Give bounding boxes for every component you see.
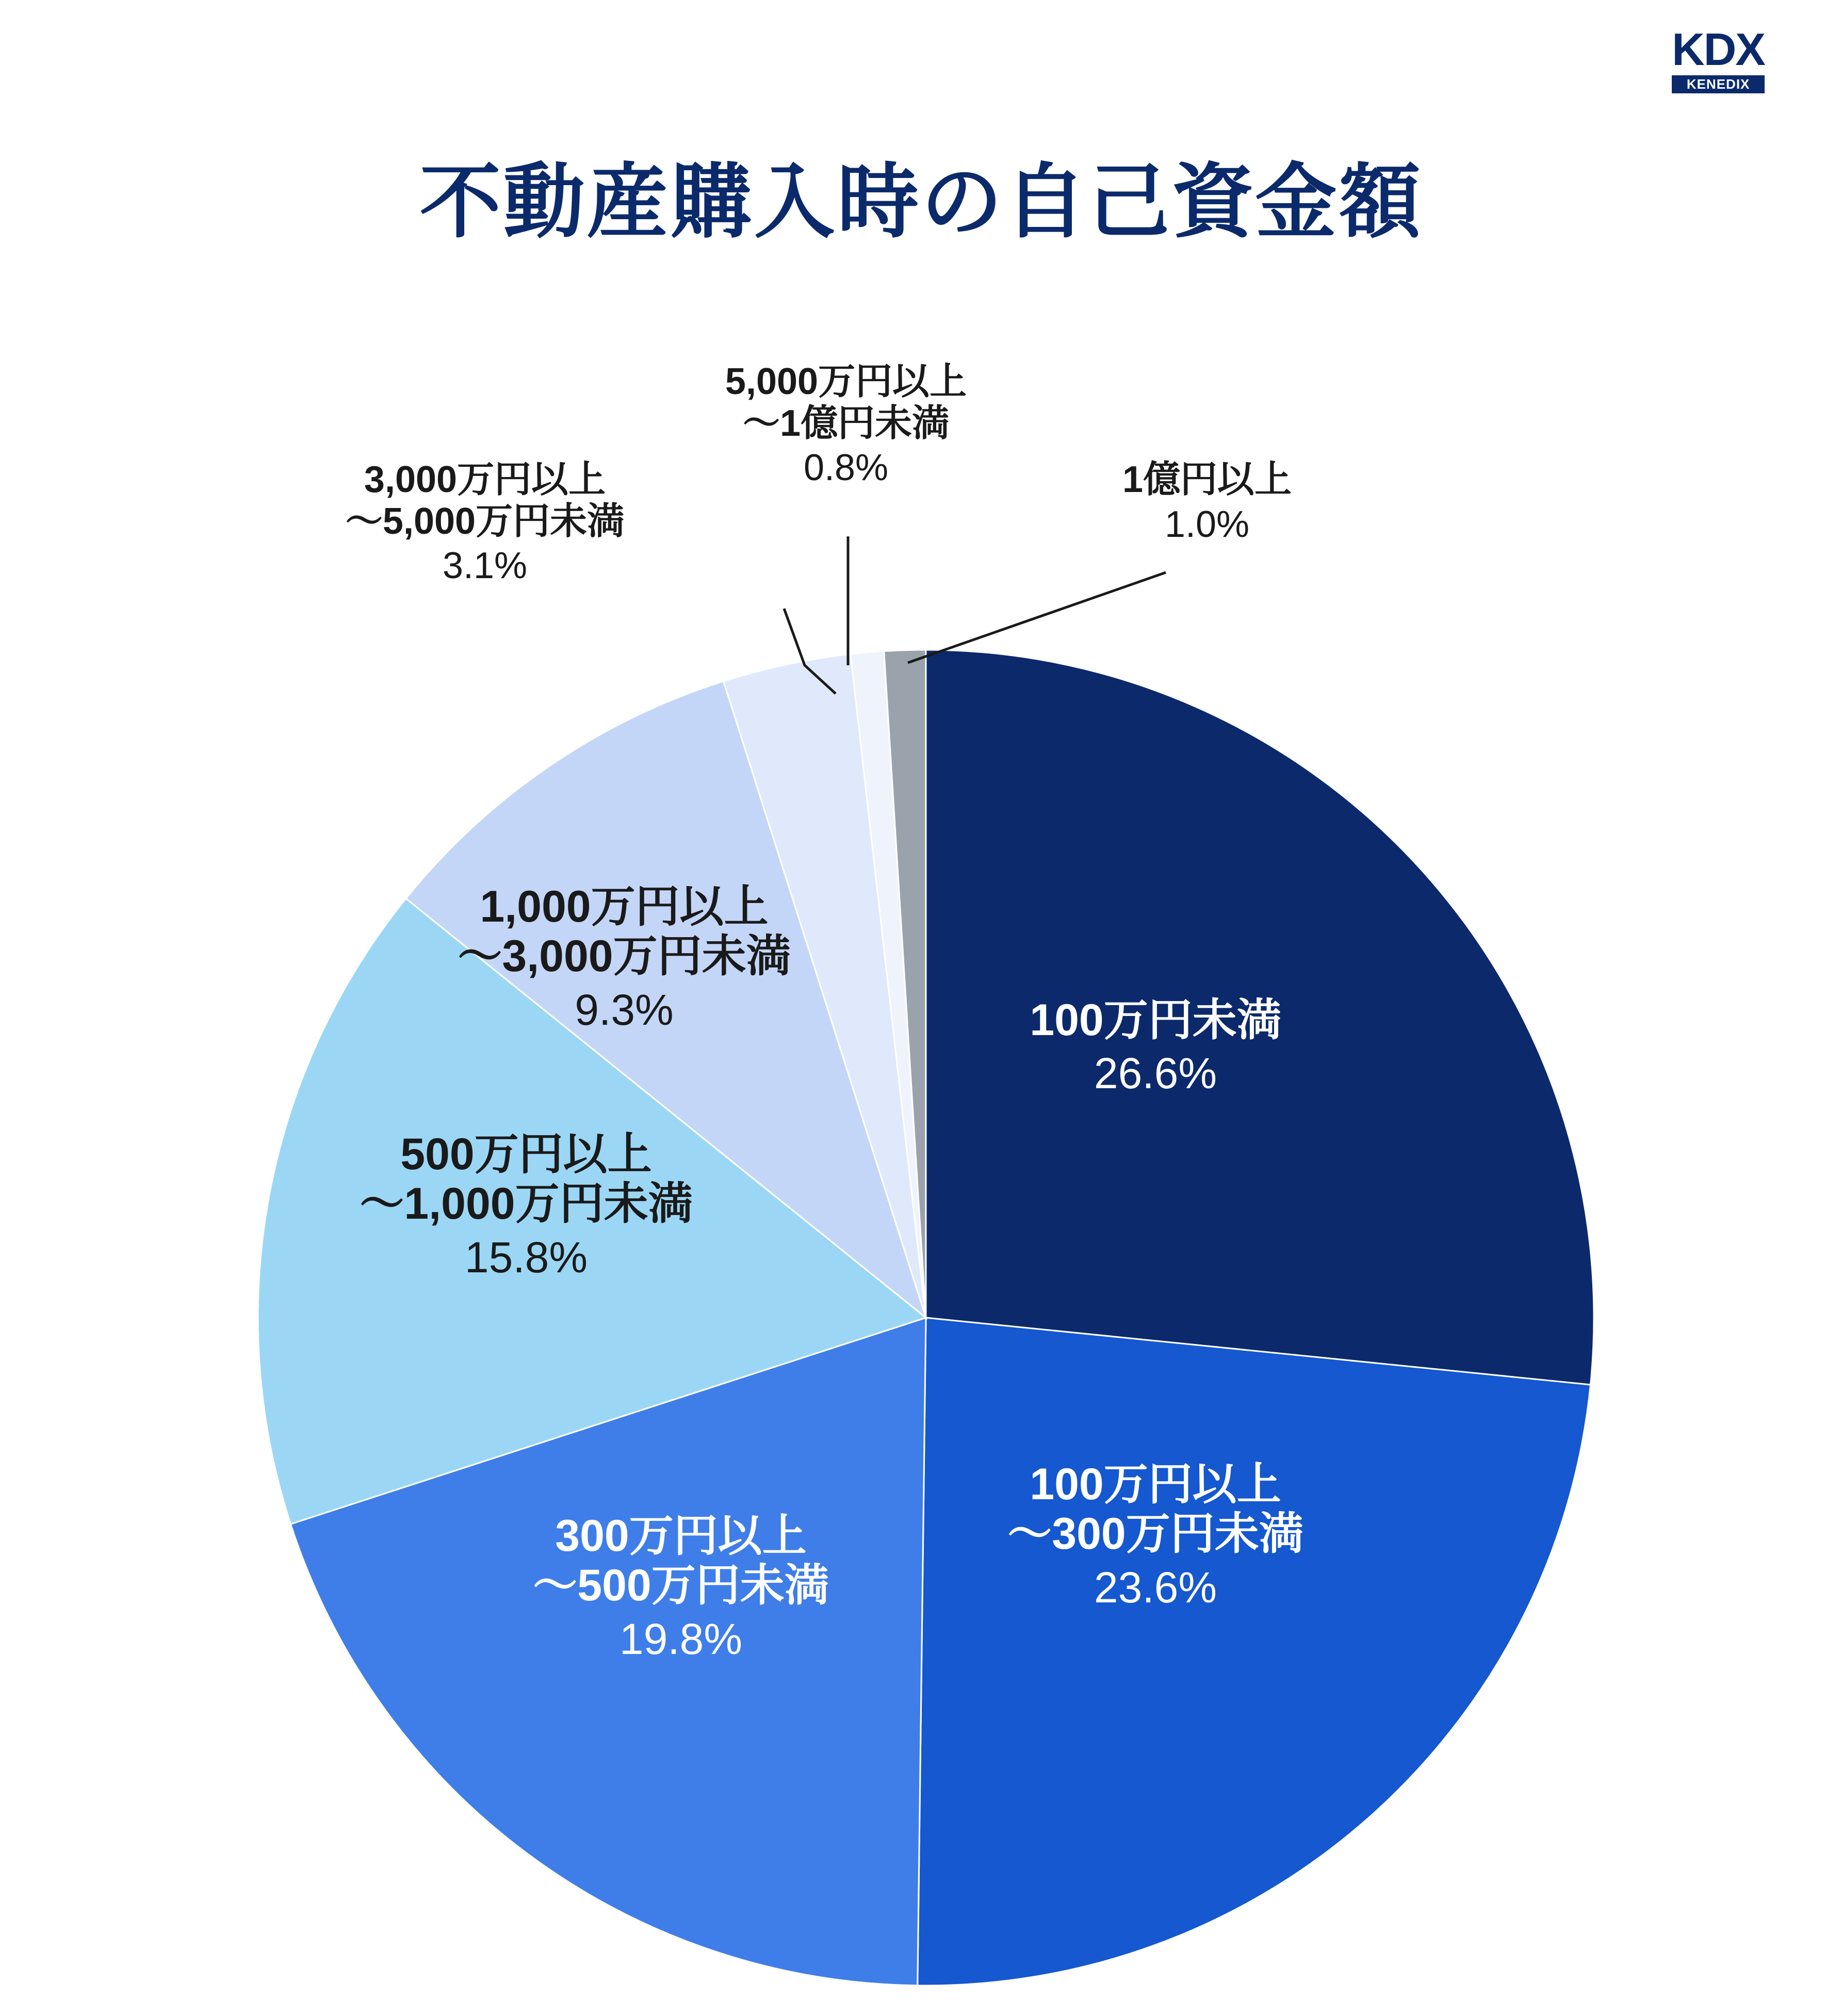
- slice-label-value: 9.3%: [575, 985, 674, 1034]
- pie-chart-svg: [255, 647, 1596, 1988]
- slice-label-category: 500万円以上: [400, 1129, 652, 1179]
- slice-label-1oku-ijou: [1026, 459, 1388, 545]
- slice-label-value: 3.1%: [442, 545, 528, 587]
- slice-label-category: 300万円以上: [555, 1511, 807, 1561]
- slice-label-value: 1.0%: [1164, 503, 1250, 545]
- slice-label-category: 3,000万円以上: [364, 459, 606, 500]
- slice-label-category: 100万円未満: [1030, 995, 1281, 1045]
- slice-label-value: 15.8%: [464, 1233, 588, 1282]
- slice-label-category-2: ～1億円未満: [742, 402, 950, 444]
- slice-label-value: 0.8%: [803, 447, 889, 489]
- logo-wordmark: KDX: [1672, 24, 1765, 75]
- slice-label-category-2: ～3,000万円未満: [458, 931, 791, 981]
- slice-label-category-2: ～5,000万円未満: [345, 500, 625, 542]
- slice-label-100man-miman: [934, 995, 1377, 1097]
- slice-label-value: 19.8%: [619, 1614, 743, 1663]
- slice-label-300-500man: [454, 1511, 908, 1663]
- slice-label-3000-5000man: [279, 459, 691, 587]
- logo-subtitle: KENEDIX: [1672, 75, 1765, 93]
- slice-label-category-2: ～1,000万円未満: [360, 1179, 693, 1229]
- slice-label-category: 100万円以上: [1030, 1460, 1281, 1509]
- slice-label-1000-3000man: [407, 882, 841, 1034]
- slice-label-category: 1億円以上: [1122, 459, 1292, 500]
- kdx-logo: [1672, 24, 1765, 93]
- pie-slice: [918, 1318, 1591, 1986]
- slice-label-category: 5,000万円以上: [725, 361, 967, 402]
- pie-chart: [255, 647, 1596, 1988]
- slice-label-value: 23.6%: [1094, 1563, 1217, 1612]
- slice-label-5000man-1oku: [640, 361, 1052, 489]
- slice-label-category: 1,000万円以上: [480, 882, 769, 931]
- slice-label-value: 26.6%: [1094, 1049, 1217, 1098]
- slice-label-category-2: ～500万円未満: [533, 1561, 829, 1611]
- slice-label-category-2: ～300万円未満: [1007, 1509, 1303, 1559]
- slice-label-100-300man: [923, 1460, 1388, 1612]
- page-title: 不動産購入時の自己資金額: [419, 157, 1423, 248]
- slice-label-500-1000man: [289, 1129, 763, 1282]
